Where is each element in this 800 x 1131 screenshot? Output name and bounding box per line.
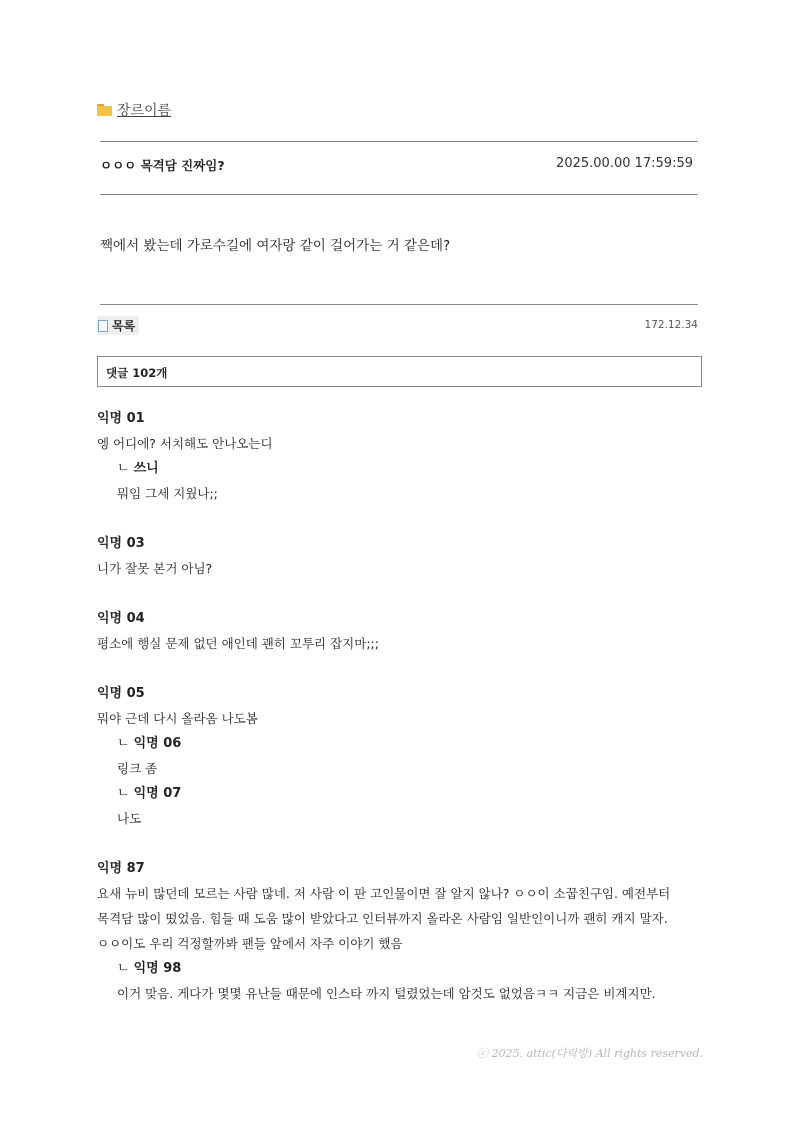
reply (97, 956, 717, 1006)
divider (100, 304, 698, 305)
reply-mark: ㄴ (117, 786, 130, 801)
reply-text: 이거 맞음. 게다가 몇몇 유난들 때문에 인스타 까지 털렸었는데 암것도 없었음ㅋㅋ 지금은 비계지만. (117, 986, 656, 1001)
footer-copyright: ⓒ 2025. attic(다락방) All rights reserved. (477, 1047, 703, 1060)
comment-text-line: 요새 뉴비 많던데 모르는 사람 많네. 저 사람 이 판 고인물이면 잘 알지 않나? ㅇㅇ이 소꿉친구임. 예전부터 (97, 886, 671, 901)
comment-count-box (97, 356, 702, 387)
comment-author: 익명 03 (97, 536, 145, 551)
post-title: ㅇㅇㅇ 목격담 진짜임? (100, 158, 225, 173)
comment (97, 856, 717, 1006)
document-icon (98, 320, 108, 332)
reply-mark: ㄴ (117, 736, 130, 751)
comment-text-line: ㅇㅇ이도 우리 걱정할까봐 팬들 앞에서 자주 이야기 했음 (97, 936, 403, 951)
reply-mark: ㄴ (117, 461, 130, 476)
divider (100, 141, 698, 142)
comment-author: 익명 04 (97, 611, 145, 626)
genre-breadcrumb (97, 100, 171, 120)
reply-author (97, 456, 717, 481)
comment-text: 뭐야 근데 다시 올라옴 나도봄 (97, 711, 258, 726)
comment (97, 406, 717, 506)
comment-author: 익명 87 (97, 861, 145, 876)
reply-author (97, 781, 717, 806)
comment-list (97, 406, 717, 1031)
reply-author-name: 익명 98 (133, 961, 182, 976)
folder-icon (97, 104, 112, 116)
post-date: 2025.00.00 17:59:59 (556, 156, 693, 171)
reply-author-name: 익명 07 (133, 786, 182, 801)
genre-link[interactable]: 장르이름 (117, 103, 172, 119)
comment-author: 익명 01 (97, 411, 145, 426)
comment (97, 606, 717, 656)
list-button[interactable] (97, 316, 139, 335)
reply (97, 731, 717, 781)
reply-author (97, 731, 717, 756)
comment-text: 엥 어디에? 서치해도 안나오는디 (97, 436, 273, 451)
reply (97, 781, 717, 831)
divider (100, 194, 698, 195)
reply-author-name: 익명 06 (133, 736, 182, 751)
comment-count: 댓글 102개 (106, 366, 168, 380)
list-button-label: 목록 (112, 319, 136, 333)
post-body: 짹에서 봤는데 가로수길에 여자랑 같이 걸어가는 거 같은데? (100, 238, 451, 254)
reply-text: 뭐임 그세 지웠나;; (117, 486, 218, 501)
comment-text: 평소에 행실 문제 없던 애인데 괜히 꼬투리 잡지마;;; (97, 636, 379, 651)
comment-text-line: 목격담 많이 떴었음. 힘들 때 도움 많이 받았다고 인터뷰까지 올라온 사람임 일반인이니까 괜히 캐지 말자. (97, 911, 668, 926)
comment-author: 익명 05 (97, 686, 145, 701)
comment (97, 681, 717, 831)
comment-text: 니가 잘못 본거 아님? (97, 561, 213, 576)
reply-author (97, 956, 717, 981)
reply-text: 나도 (117, 811, 142, 826)
reply-mark: ㄴ (117, 961, 130, 976)
ip-address: 172.12.34 (644, 319, 698, 331)
comment (97, 531, 717, 581)
reply-author-name: 쓰니 (133, 461, 159, 476)
reply-text: 링크 좀 (117, 761, 158, 776)
reply (97, 456, 717, 506)
